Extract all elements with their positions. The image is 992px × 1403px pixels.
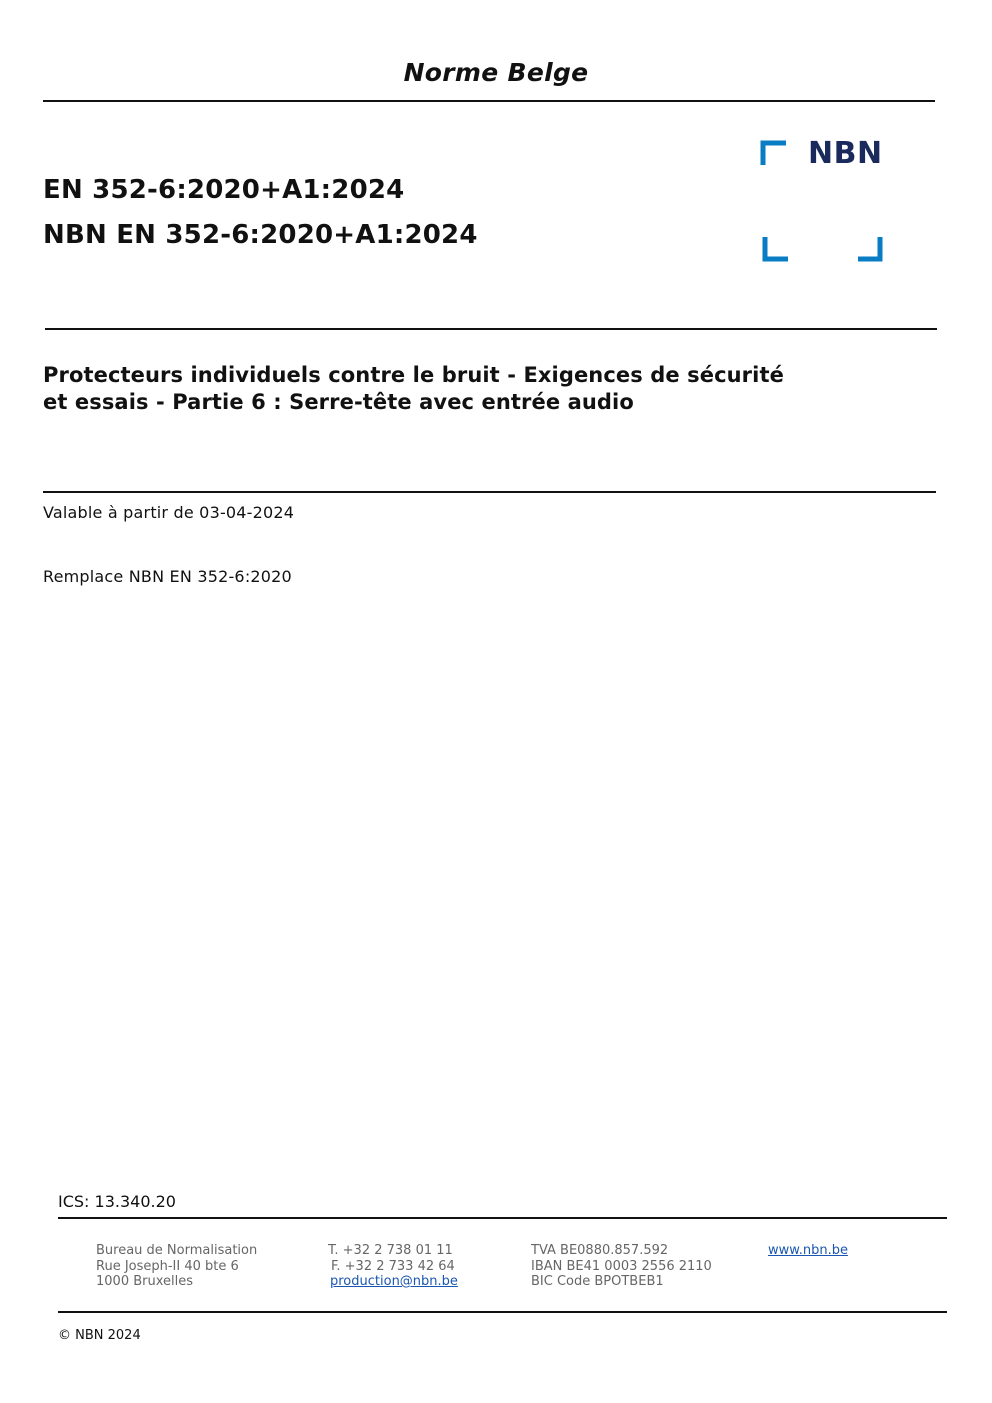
footer-fax: F. +32 2 733 42 64: [331, 1258, 455, 1274]
footer-website: [768, 1243, 848, 1259]
document-header-title: Norme Belge: [403, 58, 589, 87]
section-divider-1: [45, 328, 937, 330]
standard-reference-nbn: NBN EN 352-6:2020+A1:2024: [43, 220, 478, 250]
footer-address-line-1: Bureau de Normalisation: [96, 1243, 258, 1258]
document-title-line-2: et essais - Partie 6 : Serre-tête avec entrée audio: [43, 390, 634, 414]
nbn-logo-text: NBN: [808, 136, 883, 171]
ics-code: ICS: 13.340.20: [58, 1192, 176, 1211]
header-divider: [43, 100, 935, 102]
footer-divider-top: [58, 1217, 947, 1219]
footer-bic: BIC Code BPOTBEB1: [531, 1274, 664, 1289]
footer-iban: IBAN BE41 0003 2556 2110: [531, 1258, 712, 1274]
footer-banking: [531, 1243, 712, 1290]
footer-address-line-3: 1000 Bruxelles: [96, 1274, 194, 1289]
footer-address-line-2: Rue Joseph-II 40 bte 6: [96, 1258, 239, 1274]
footer-address: [96, 1243, 257, 1290]
validity-date: Valable à partir de 03-04-2024: [43, 503, 295, 522]
standard-reference-en: EN 352-6:2020+A1:2024: [43, 175, 405, 205]
document-title-line-1: Protecteurs individuels contre le bruit - Exigences de sécurité: [43, 363, 784, 387]
footer-website-link[interactable]: www.nbn.be: [768, 1243, 848, 1258]
section-divider-2: [43, 491, 936, 493]
footer-divider-bottom: [58, 1311, 947, 1313]
replaces-standard: Remplace NBN EN 352-6:2020: [43, 567, 292, 586]
footer-phone: T. +32 2 738 01 11: [328, 1243, 453, 1258]
copyright-notice: © NBN 2024: [58, 1328, 141, 1343]
footer-email-link[interactable]: production@nbn.be: [330, 1274, 458, 1289]
footer-contact: [328, 1243, 458, 1290]
footer-vat: TVA BE0880.857.592: [531, 1243, 669, 1258]
